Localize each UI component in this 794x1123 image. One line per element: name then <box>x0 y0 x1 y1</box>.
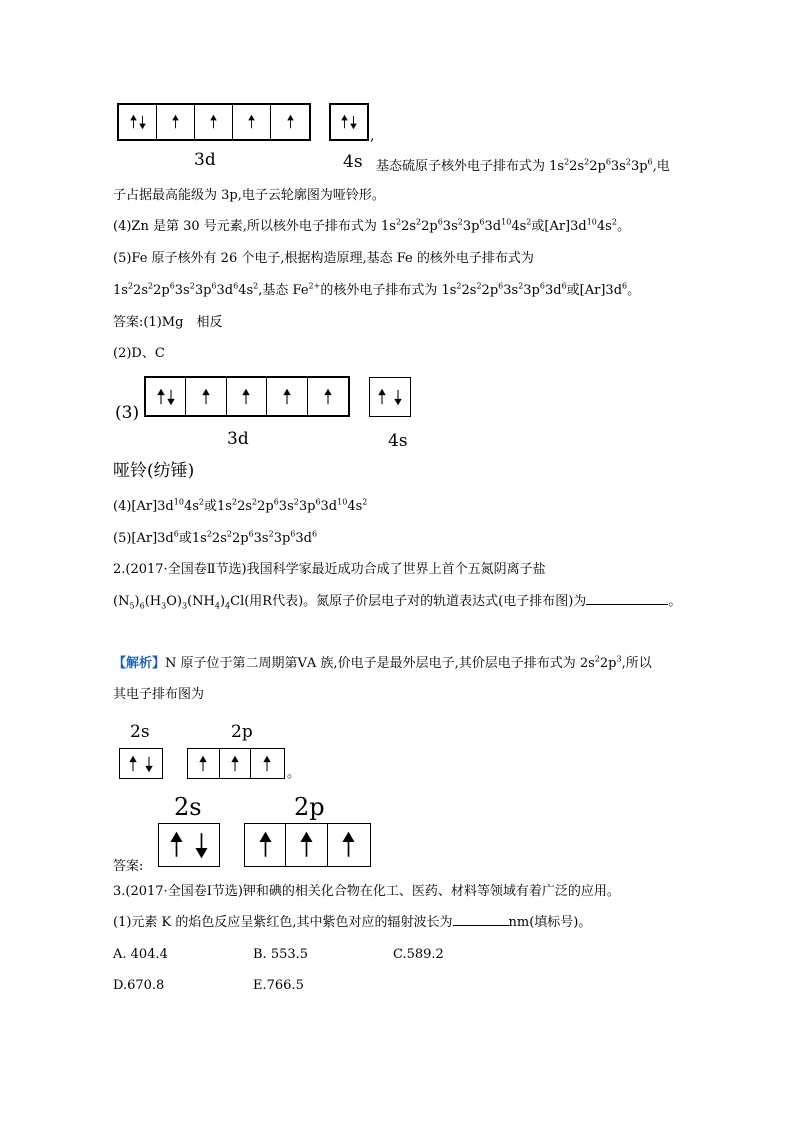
orbital-cell <box>251 749 283 778</box>
arrow-up-icon <box>324 388 332 406</box>
arrow-up-icon <box>202 388 210 406</box>
text-line: $1s^22s^22p^63s^23p^63d^64s^2$,基态 $Fe^{2+}$的核外电子排布式为 $1s^22s^22p^63s^23p^63d^6$或$[Ar]3d^6$。 <box>113 281 641 298</box>
text-line: (4)Zn 是第 30 号元素,所以核外电子排布式为 $1s^22s^22p^63s^23p^63d^{10}4s^2$或$[Ar]3d^{10}4s^2$。 <box>113 217 630 234</box>
label-2s: 2s <box>174 793 202 821</box>
answer-blank[interactable] <box>586 604 668 605</box>
option-b: B. 553.5 <box>253 947 309 962</box>
arrow-up-icon <box>129 755 137 773</box>
arrow-up-icon <box>342 831 355 859</box>
label-3d: 3d <box>227 429 249 449</box>
orbital-cell <box>370 378 409 416</box>
label-3d: 3d <box>194 150 216 170</box>
orbital-box-2s <box>119 748 163 779</box>
orbital-cell <box>308 378 348 415</box>
arrow-up-icon <box>287 114 294 130</box>
orbital-cell <box>120 749 161 778</box>
answer-line: (2)D、C <box>113 346 165 361</box>
label-4s: 4s <box>388 431 408 451</box>
comma: , <box>370 128 375 144</box>
question-2: 2.(2017·全国卷Ⅱ节选)我国科学家最近成功合成了世界上首个五氮阴离子盐 <box>113 562 546 577</box>
text-line: 子占据最高能级为 3p,电子云轮廓图为哑铃形。 <box>113 188 385 203</box>
orbital-box-2p <box>187 748 285 779</box>
orbital-box-4s <box>369 377 411 417</box>
orbital-box-2p <box>244 823 371 867</box>
arrow-up-icon <box>341 114 348 130</box>
orbital-cell <box>245 824 286 866</box>
label-2s: 2s <box>130 722 150 742</box>
orbital-cell <box>271 105 309 139</box>
question-3: 3.(2017·全国卷Ⅰ节选)钾和碘的相关化合物在化工、医药、材料等领域有着广泛的应用。 <box>113 884 620 899</box>
arrow-up-icon <box>248 114 255 130</box>
question-3-part1: (1)元素 K 的焰色反应呈紫红色,其中紫色对应的辐射波长为 nm(填标号)。 <box>113 915 592 930</box>
arrow-up-icon <box>210 114 217 130</box>
orbital-cell <box>227 378 267 415</box>
orbital-cell <box>328 824 369 866</box>
orbital-cell <box>331 105 367 139</box>
arrow-up-icon <box>242 388 250 406</box>
option-a: A. 404.4 <box>113 947 168 962</box>
option-c: C.589.2 <box>393 947 444 962</box>
arrow-up-icon <box>259 831 272 859</box>
arrow-down-icon <box>394 388 402 406</box>
answer-line: 答案:(1)Mg 相反 <box>113 315 223 330</box>
orbital-cell <box>195 105 233 139</box>
answer-line: $(4)[Ar]3d^{10}4s^2$或$1s^22s^22p^63s^23p^63d^{10}4s^2$ <box>113 497 368 514</box>
answer-dumbbell: 哑铃(纺锤) <box>113 461 195 481</box>
arrow-up-icon <box>378 388 386 406</box>
orbital-cell <box>186 378 226 415</box>
arrow-down-icon <box>195 831 208 859</box>
orbital-cell <box>267 378 307 415</box>
label-4s: 4s <box>343 152 363 172</box>
analysis-line: 【解析】N 原子位于第二周期第ⅤA 族,价电子是最外层电子,其价层电子排布式为 $2s^22p^3$,所以 <box>113 654 652 671</box>
arrow-down-icon <box>167 388 175 406</box>
arrow-up-icon <box>300 831 313 859</box>
arrow-down-icon <box>145 755 153 773</box>
arrow-up-icon <box>130 114 137 130</box>
orbital-cell <box>286 824 327 866</box>
text-line: 基态硫原子核外电子排布式为 $1s^22s^22p^63s^23p^6$,电 <box>376 157 670 174</box>
arrow-up-icon <box>263 755 271 773</box>
label-2p: 2p <box>294 793 325 821</box>
arrow-up-icon <box>199 755 207 773</box>
question-2-cont: $(N_5)_6(H_3O)_3(NH_4)_4Cl$(用R代表)。氮原子价层电子对的轨道表达式(电子排布图)为 。 <box>113 594 682 611</box>
orbital-cell <box>119 105 157 139</box>
arrow-down-icon <box>350 114 357 130</box>
analysis-line: 其电子排布图为 <box>113 687 205 702</box>
answer-3-prefix: (3) <box>115 403 140 423</box>
arrow-up-icon <box>231 755 239 773</box>
arrow-up-icon <box>157 388 165 406</box>
label-2p: 2p <box>231 722 253 742</box>
orbital-box-3d <box>117 103 311 141</box>
orbital-cell <box>146 378 186 415</box>
answer-line: $(5)[Ar]3d^6$或$1s^22s^22p^63s^23p^63d^6$ <box>113 529 318 546</box>
orbital-cell <box>157 105 195 139</box>
end-mark: 。 <box>287 766 301 781</box>
orbital-cell <box>188 749 220 778</box>
orbital-cell <box>220 749 252 778</box>
answer-label: 答案: <box>113 859 144 874</box>
option-d: D.670.8 <box>113 978 165 993</box>
orbital-cell <box>233 105 271 139</box>
arrow-up-icon <box>170 831 183 859</box>
arrow-up-icon <box>283 388 291 406</box>
orbital-box-3d <box>144 376 350 417</box>
option-e: E.766.5 <box>253 978 304 993</box>
orbital-box-4s <box>329 103 369 141</box>
arrow-down-icon <box>139 114 146 130</box>
text-line: (5)Fe 原子核外有 26 个电子,根据构造原理,基态 Fe 的核外电子排布式为 <box>113 251 534 266</box>
orbital-cell <box>159 824 218 866</box>
answer-blank[interactable] <box>453 925 509 926</box>
arrow-up-icon <box>172 114 179 130</box>
orbital-box-2s <box>158 823 220 867</box>
